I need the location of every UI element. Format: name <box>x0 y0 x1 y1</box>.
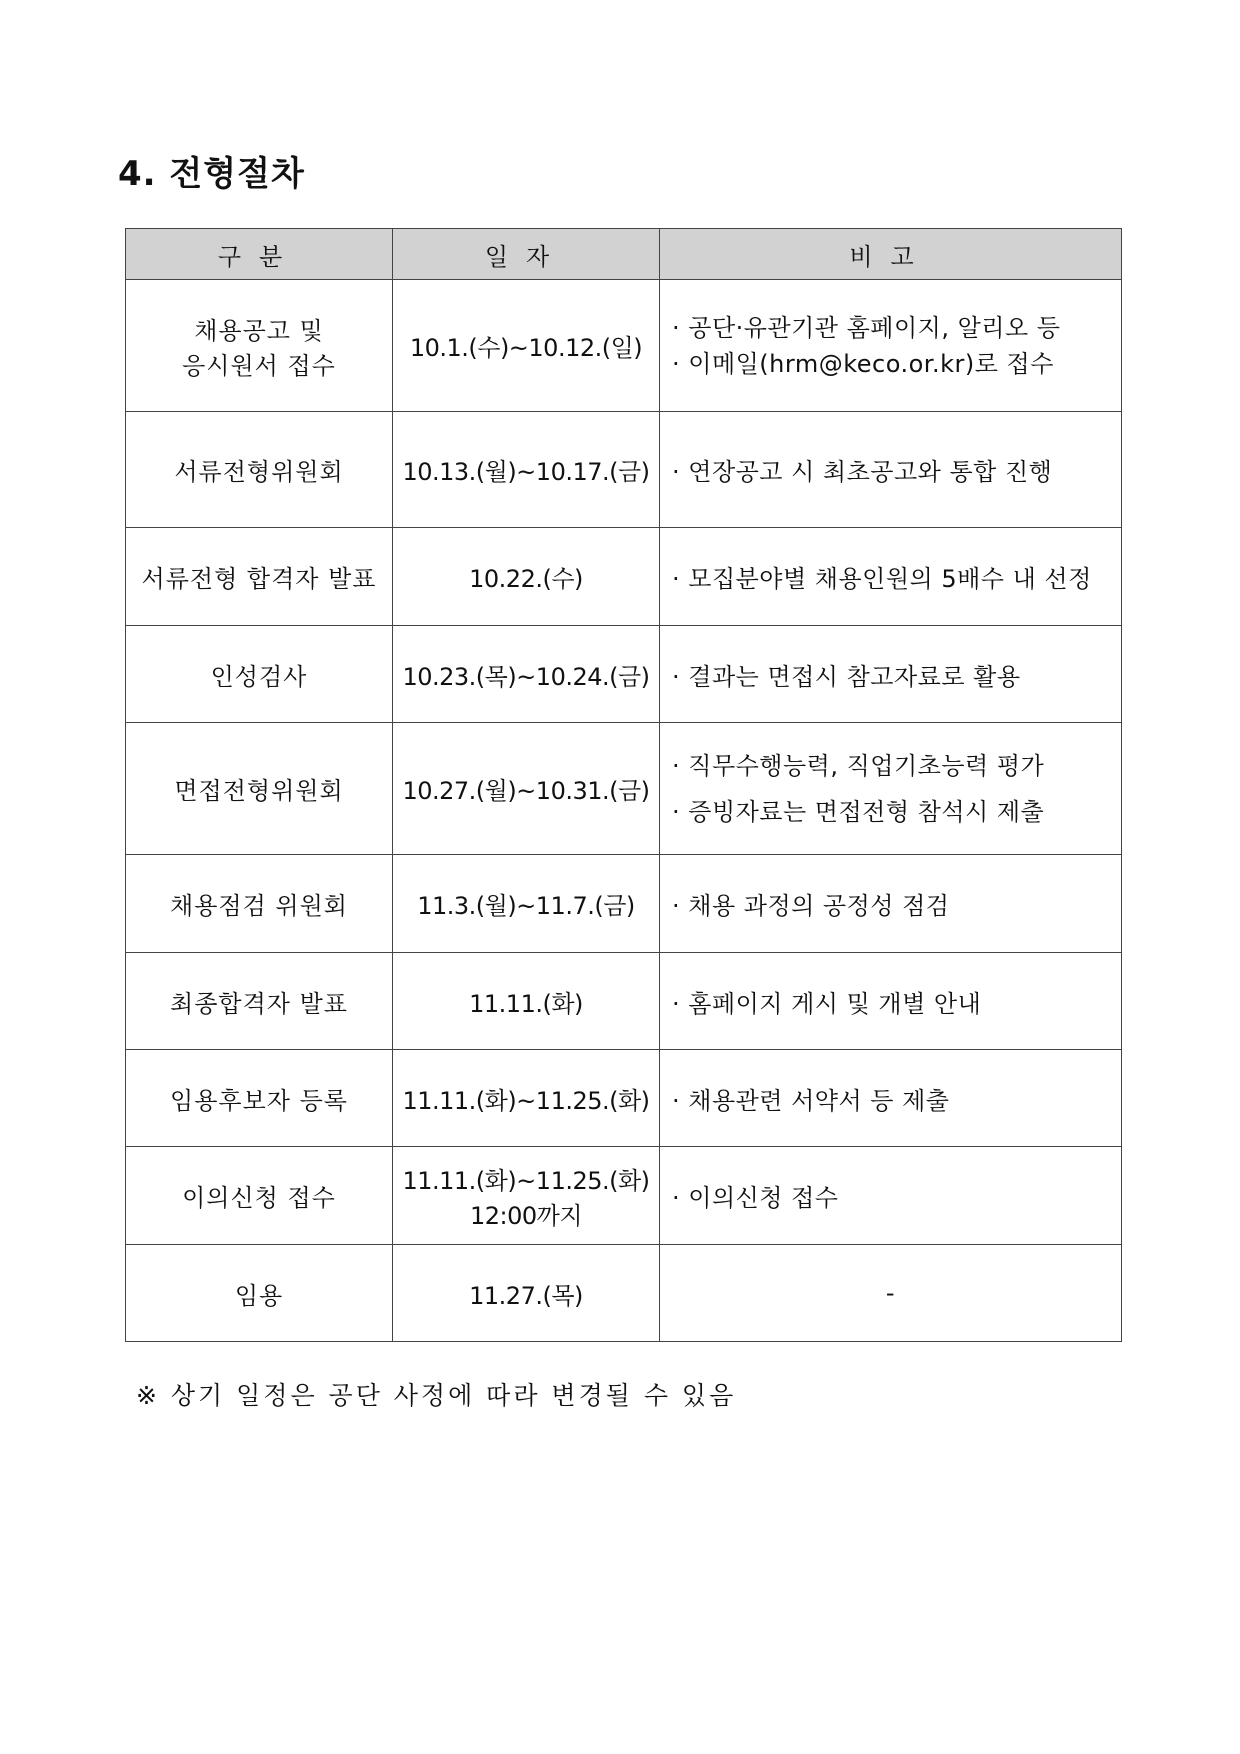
date-cell: 10.13.(월)~10.17.(금) <box>393 412 660 528</box>
section-title: 4. 전형절차 <box>118 154 305 194</box>
note-text: · 증빙자료는 면접전형 참석시 제출 <box>672 797 1045 826</box>
notes-cell: · 연장공고 시 최초공고와 통합 진행 <box>660 412 1122 528</box>
notes-cell: · 결과는 면접시 참고자료로 활용 <box>660 626 1122 723</box>
table-row <box>126 1245 1122 1342</box>
notes-cell: · 채용 과정의 공정성 점검 <box>660 855 1122 953</box>
notes-cell <box>660 280 1122 412</box>
stage-text: 응시원서 접수 <box>182 351 336 380</box>
notes-cell: · 모집분야별 채용인원의 5배수 내 선정 <box>660 528 1122 626</box>
date-cell: 10.27.(월)~10.31.(금) <box>393 723 660 855</box>
stage-cell: 면접전형위원회 <box>126 723 393 855</box>
table-row <box>126 626 1122 723</box>
date-cell: 11.11.(화) <box>393 953 660 1050</box>
notes-cell: · 홈페이지 게시 및 개별 안내 <box>660 953 1122 1050</box>
note-text: · 직무수행능력, 직업기초능력 평가 <box>672 751 1045 780</box>
date-cell: 11.27.(목) <box>393 1245 660 1342</box>
note-text: · 공단·유관기관 홈페이지, 알리오 등 <box>672 313 1061 342</box>
stage-cell: 이의신청 접수 <box>126 1147 393 1245</box>
notes-cell <box>660 723 1122 855</box>
table-row <box>126 1147 1122 1245</box>
date-cell <box>393 1147 660 1245</box>
stage-cell: 인성검사 <box>126 626 393 723</box>
table-row <box>126 723 1122 855</box>
stage-cell <box>126 280 393 412</box>
table-row <box>126 528 1122 626</box>
stage-cell: 서류전형 합격자 발표 <box>126 528 393 626</box>
stage-cell: 서류전형위원회 <box>126 412 393 528</box>
date-cell: 10.23.(목)~10.24.(금) <box>393 626 660 723</box>
stage-cell: 임용후보자 등록 <box>126 1050 393 1147</box>
note-text: · 이메일(hrm@keco.or.kr)로 접수 <box>672 349 1054 378</box>
date-cell: 11.3.(월)~11.7.(금) <box>393 855 660 953</box>
date-text: 12:00까지 <box>469 1201 583 1230</box>
notes-cell: · 이의신청 접수 <box>660 1147 1122 1245</box>
footnote: ※ 상기 일정은 공단 사정에 따라 변경될 수 있음 <box>136 1381 737 1410</box>
date-cell: 10.1.(수)~10.12.(일) <box>393 280 660 412</box>
stage-cell: 최종합격자 발표 <box>126 953 393 1050</box>
stage-cell: 채용점검 위원회 <box>126 855 393 953</box>
date-cell: 10.22.(수) <box>393 528 660 626</box>
date-cell: 11.11.(화)~11.25.(화) <box>393 1050 660 1147</box>
header-stage: 구분 <box>126 229 393 280</box>
stage-text: 채용공고 및 <box>194 316 324 345</box>
stage-cell: 임용 <box>126 1245 393 1342</box>
date-text: 11.11.(화)~11.25.(화) <box>402 1166 650 1195</box>
recruitment-schedule-table <box>125 228 1122 1342</box>
notes-cell: · 채용관련 서약서 등 제출 <box>660 1050 1122 1147</box>
table-row <box>126 953 1122 1050</box>
table-row <box>126 1050 1122 1147</box>
header-date: 일자 <box>393 229 660 280</box>
table-header-row <box>126 229 1122 280</box>
notes-cell: - <box>660 1245 1122 1342</box>
header-notes: 비고 <box>660 229 1122 280</box>
table-row <box>126 855 1122 953</box>
table-row <box>126 412 1122 528</box>
table-row <box>126 280 1122 412</box>
